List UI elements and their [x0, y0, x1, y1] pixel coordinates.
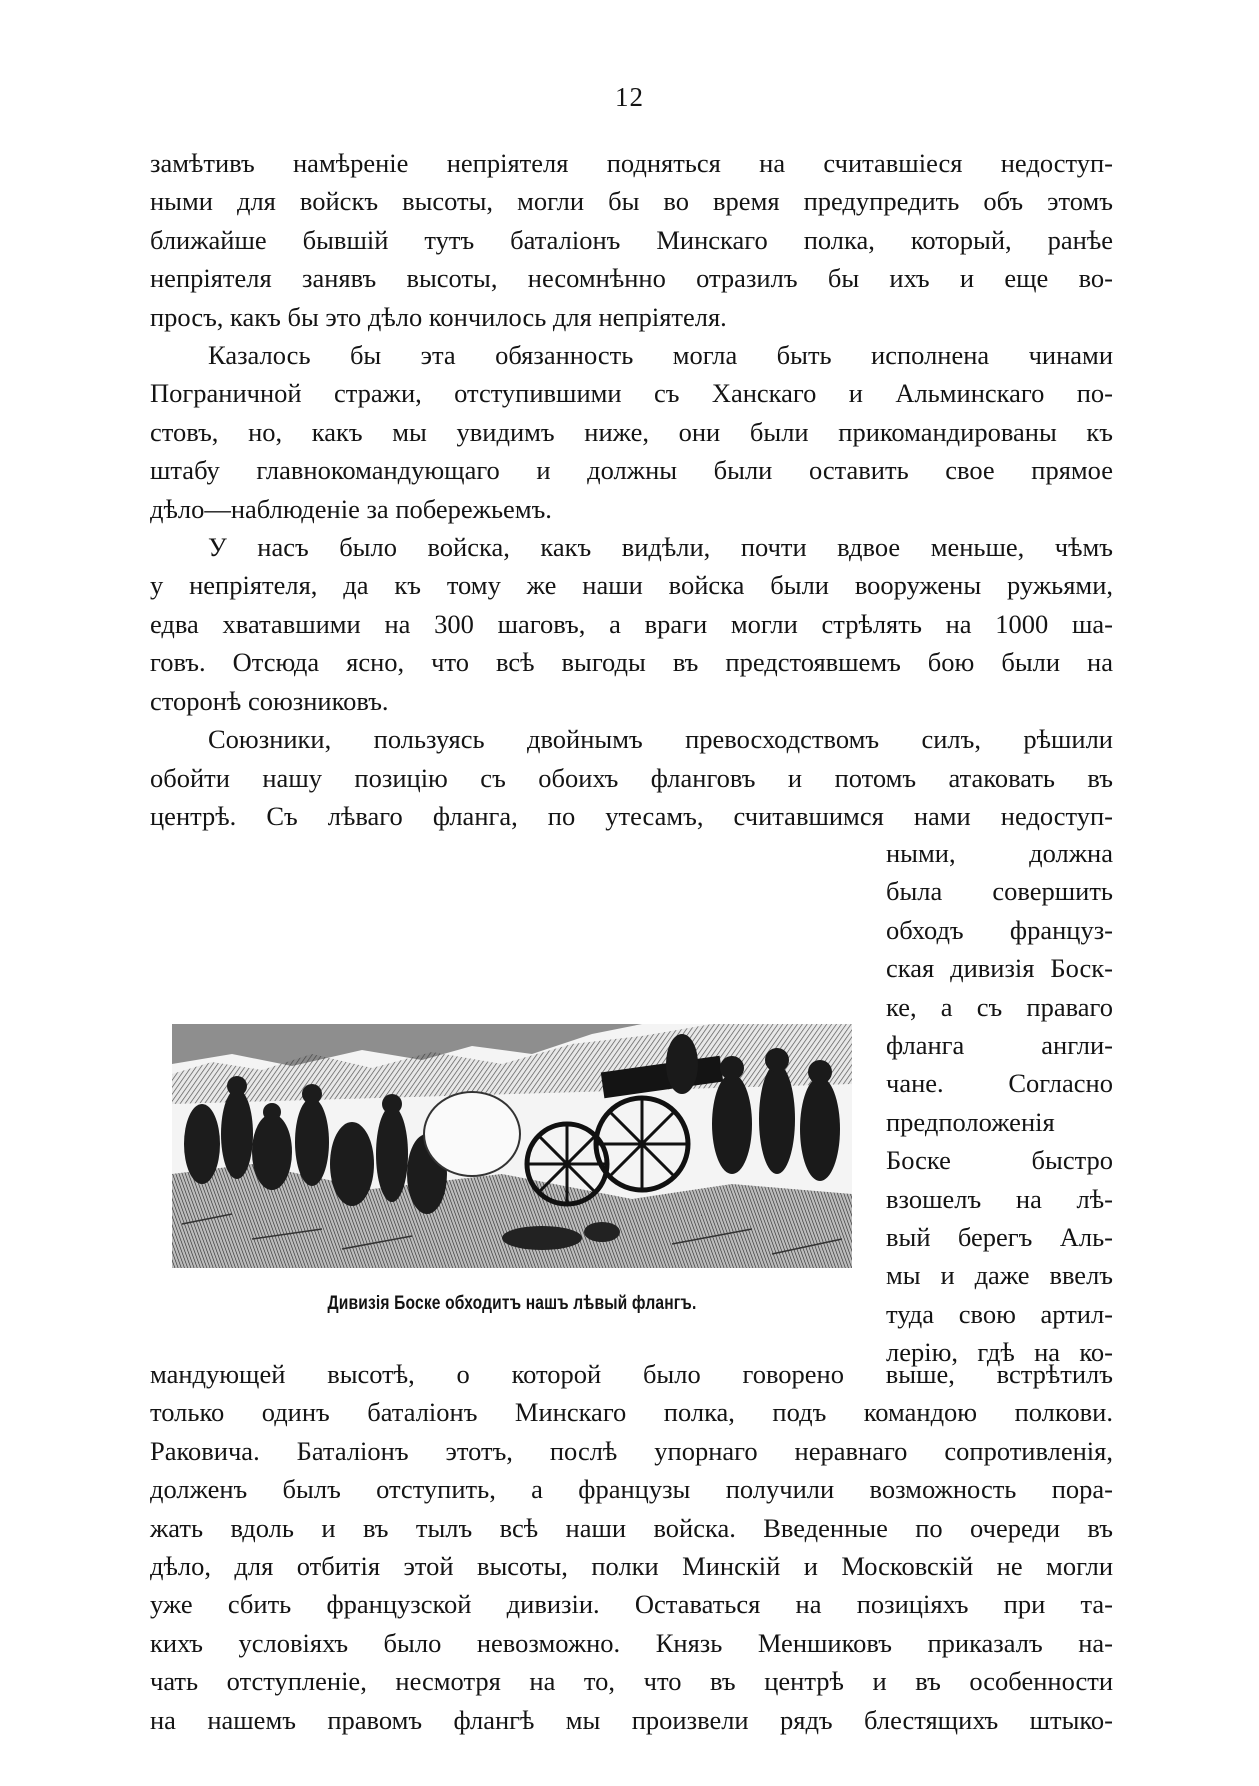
text-line: сторонѣ союзниковъ.	[150, 685, 389, 716]
side-text-line: обходъ француз-	[886, 914, 1113, 945]
side-text-line: туда свою артил-	[886, 1298, 1113, 1329]
side-text-line: ке, а съ праваго	[886, 991, 1113, 1022]
text-line: дѣло—наблюденіе за побережьемъ.	[150, 493, 552, 524]
text-line: Раковича. Баталіонъ этотъ, послѣ упорнаго неравнаго сопротивленія,	[150, 1435, 1113, 1466]
side-text-line: мы и даже ввелъ	[886, 1260, 1113, 1291]
battle-engraving-image	[172, 1024, 852, 1268]
side-text-line: чане. Согласно	[886, 1068, 1113, 1099]
text-line: кихъ условіяхъ было невозможно. Князь Меншиковъ приказалъ на-	[150, 1627, 1113, 1658]
text-line: Казалось бы эта обязанность могла быть исполнена чинами	[208, 340, 1113, 371]
side-text-line: вый берегъ Аль-	[886, 1222, 1113, 1253]
side-text-line: была совершить	[886, 876, 1113, 907]
text-line: чать отступленіе, несмотря на то, что въ центрѣ и въ особенности	[150, 1666, 1113, 1697]
side-text-line: Боске быстро	[886, 1145, 1113, 1176]
text-line: стовъ, но, какъ мы увидимъ ниже, они были прикомандированы къ	[150, 416, 1113, 447]
side-text-line: взошелъ на лѣ-	[886, 1183, 1113, 1214]
text-line: обойти нашу позицію съ обоихъ фланговъ и потомъ атаковать въ	[150, 762, 1113, 793]
body-text-bottom	[150, 1355, 1113, 1739]
text-line: ближайше бывшій тутъ баталіонъ Минскаго полка, который, ранѣе	[150, 224, 1113, 255]
text-line: только одинъ баталіонъ Минскаго полка, подъ командою полкови.	[150, 1397, 1113, 1428]
side-text-column	[886, 834, 1113, 1372]
text-line: мандующей высотѣ, о которой было говорено выше, встрѣтилъ	[150, 1359, 1113, 1389]
text-line: едва хватавшими на 300 шаговъ, а враги могли стрѣлять на 1000 ша-	[150, 608, 1113, 639]
text-line: на нашемъ правомъ флангѣ мы произвели рядъ блестящихъ штыко-	[150, 1704, 1113, 1735]
illustration-caption: Дивизія Боске обходитъ нашъ лѣвый флангъ.	[327, 1293, 697, 1314]
text-line: у непріятеля, да къ тому же наши войска были вооружены ружьями,	[150, 570, 1113, 601]
text-line: говъ. Отсюда ясно, что всѣ выгоды въ предстоявшемъ бою были на	[150, 647, 1113, 678]
text-line: жать вдоль и въ тылъ всѣ наши войска. Введенные по очереди въ	[150, 1512, 1113, 1543]
text-line: центрѣ. Съ лѣваго фланга, по утесамъ, считавшимся нами недоступ-	[150, 800, 1113, 831]
text-line: замѣтивъ намѣреніе непріятеля подняться на считавшіеся недоступ-	[150, 148, 1113, 178]
side-text-line: фланга англи-	[886, 1030, 1113, 1061]
text-line: дѣло, для отбитія этой высоты, полки Минскій и Московскій не могли	[150, 1551, 1113, 1582]
page-number: 12	[615, 82, 644, 112]
side-text-line: ская дивизія Боск-	[886, 953, 1113, 984]
side-text-line: предположенія	[886, 1106, 1055, 1137]
text-line: штабу главнокомандующаго и должны были оставить свое прямое	[150, 455, 1113, 486]
text-line: долженъ былъ отступить, а французы получили возможность пора-	[150, 1474, 1113, 1505]
text-line: ными для войскъ высоты, могли бы во время предупредить объ этомъ	[150, 186, 1113, 217]
text-line: Союзники, пользуясь двойнымъ превосходствомъ силъ, рѣшили	[208, 724, 1113, 755]
side-text-line: ными, должна	[886, 838, 1113, 868]
battle-illustration	[172, 1024, 852, 1268]
text-line: просъ, какъ бы это дѣло кончилось для непріятеля.	[150, 301, 727, 332]
body-text-top	[150, 144, 1113, 835]
text-line: Пограничной стражи, отступившими съ Ханскаго и Альминскаго по-	[150, 378, 1113, 409]
side-text-line: лерію, гдѣ на ко-	[886, 1337, 1113, 1368]
text-line: У насъ было войска, какъ видѣли, почти вдвое меньше, чѣмъ	[208, 532, 1113, 563]
text-line: непріятеля занявъ высоты, несомнѣнно отразилъ бы ихъ и еще во-	[150, 263, 1113, 294]
text-line: уже сбить французской дивизіи. Оставаться на позиціяхъ при та-	[150, 1589, 1113, 1620]
